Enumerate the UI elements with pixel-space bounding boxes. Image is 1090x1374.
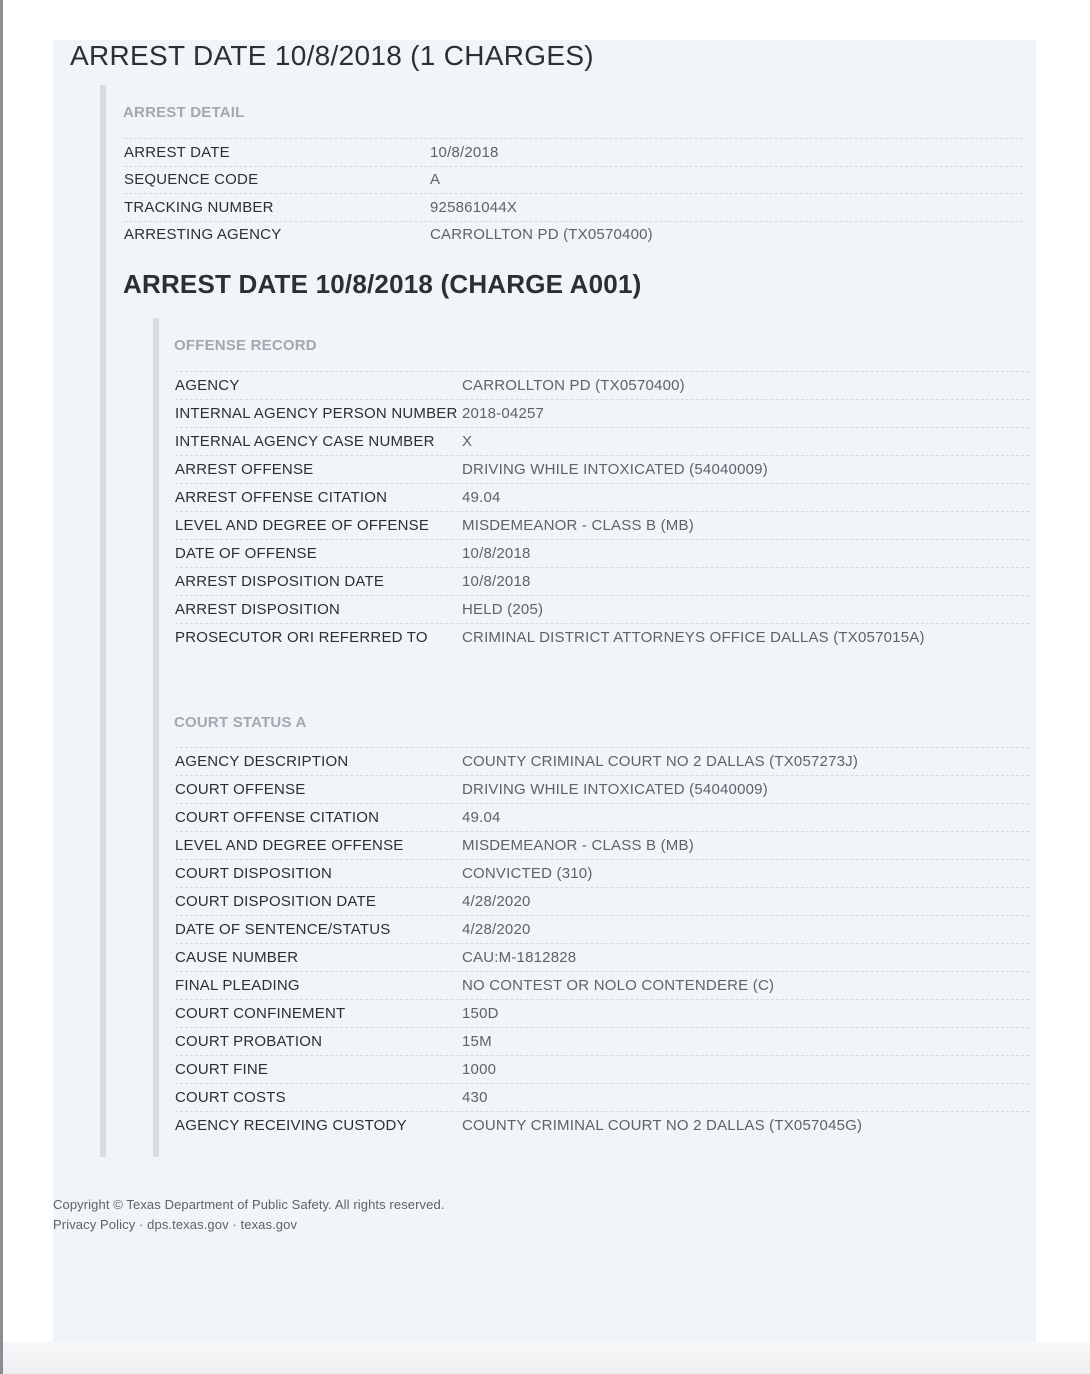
field-value: CARROLLTON PD (TX0570400) bbox=[430, 226, 653, 244]
table-row bbox=[175, 399, 1029, 427]
offense-record-table bbox=[175, 371, 1029, 651]
arrest-detail-label: ARREST DETAIL bbox=[123, 104, 245, 121]
field-label: CAUSE NUMBER bbox=[175, 949, 299, 966]
field-value: 150D bbox=[462, 1005, 499, 1022]
field-label: LEVEL AND DEGREE OF OFFENSE bbox=[175, 517, 430, 534]
field-value: HELD (205) bbox=[462, 601, 544, 618]
table-row bbox=[175, 595, 1029, 623]
field-label: COURT DISPOSITION DATE bbox=[175, 893, 377, 910]
field-label: AGENCY bbox=[175, 377, 240, 394]
field-label: ARREST OFFENSE bbox=[175, 461, 314, 478]
field-label: COURT OFFENSE bbox=[175, 781, 306, 798]
field-value: 49.04 bbox=[462, 809, 501, 826]
field-value: NO CONTEST OR NOLO CONTENDERE (C) bbox=[462, 977, 775, 994]
charge-block bbox=[153, 318, 1023, 1157]
footer bbox=[53, 1195, 445, 1235]
field-value: DRIVING WHILE INTOXICATED (54040009) bbox=[462, 781, 768, 798]
table-row bbox=[175, 971, 1029, 999]
field-value: CRIMINAL DISTRICT ATTORNEYS OFFICE DALLAS (TX057015A) bbox=[462, 629, 925, 646]
page-title: ARREST DATE 10/8/2018 (1 CHARGES) bbox=[70, 40, 594, 71]
arrest-detail-table bbox=[124, 138, 1023, 248]
table-row bbox=[175, 747, 1029, 775]
field-value: X bbox=[462, 433, 473, 450]
field-value: 10/8/2018 bbox=[462, 573, 531, 590]
table-row bbox=[175, 915, 1029, 943]
field-label: DATE OF SENTENCE/STATUS bbox=[175, 921, 391, 938]
field-label: INTERNAL AGENCY PERSON NUMBER bbox=[175, 405, 458, 422]
record-page bbox=[53, 40, 1036, 1342]
window-left-edge bbox=[0, 0, 3, 1374]
field-label: COURT DISPOSITION bbox=[175, 865, 333, 882]
field-value: DRIVING WHILE INTOXICATED (54040009) bbox=[462, 461, 768, 478]
field-label: AGENCY RECEIVING CUSTODY bbox=[175, 1117, 407, 1134]
table-row bbox=[175, 567, 1029, 595]
field-label: COURT PROBATION bbox=[175, 1033, 323, 1050]
field-label: SEQUENCE CODE bbox=[124, 171, 259, 189]
field-value: 49.04 bbox=[462, 489, 501, 506]
footer-links[interactable]: Privacy Policy · dps.texas.gov · texas.gov bbox=[53, 1217, 298, 1232]
window-bottom-band bbox=[3, 1342, 1090, 1374]
table-row bbox=[124, 193, 1023, 221]
table-row bbox=[124, 138, 1023, 166]
field-value: A bbox=[430, 171, 441, 189]
table-row bbox=[175, 1083, 1029, 1111]
table-row bbox=[175, 511, 1029, 539]
field-label: TRACKING NUMBER bbox=[124, 198, 274, 216]
table-row bbox=[175, 999, 1029, 1027]
field-label: AGENCY DESCRIPTION bbox=[175, 753, 349, 770]
table-row bbox=[175, 539, 1029, 567]
field-value: 4/28/2020 bbox=[462, 893, 531, 910]
field-value: COUNTY CRIMINAL COURT NO 2 DALLAS (TX057045G) bbox=[462, 1117, 863, 1134]
field-label: LEVEL AND DEGREE OFFENSE bbox=[175, 837, 404, 854]
field-label: ARRESTING AGENCY bbox=[124, 226, 282, 244]
field-value: MISDEMEANOR - CLASS B (MB) bbox=[462, 837, 694, 854]
field-value: CAU:M-1812828 bbox=[462, 949, 577, 966]
field-label: ARREST DATE bbox=[124, 143, 230, 161]
field-value: CARROLLTON PD (TX0570400) bbox=[462, 377, 685, 394]
field-label: COURT FINE bbox=[175, 1061, 269, 1078]
field-value: COUNTY CRIMINAL COURT NO 2 DALLAS (TX057273J) bbox=[462, 753, 859, 770]
field-label: DATE OF OFFENSE bbox=[175, 545, 317, 562]
table-row bbox=[175, 371, 1029, 399]
table-row bbox=[175, 831, 1029, 859]
field-value: 430 bbox=[462, 1089, 488, 1106]
charge-title: ARREST DATE 10/8/2018 (CHARGE A001) bbox=[123, 269, 642, 299]
field-value: 1000 bbox=[462, 1061, 497, 1078]
field-value: CONVICTED (310) bbox=[462, 865, 593, 882]
field-label: ARREST DISPOSITION bbox=[175, 601, 341, 618]
table-row bbox=[175, 1027, 1029, 1055]
table-row bbox=[175, 1111, 1029, 1139]
table-row bbox=[175, 887, 1029, 915]
arrest-block bbox=[100, 85, 1023, 1157]
table-row bbox=[175, 483, 1029, 511]
table-row bbox=[175, 1055, 1029, 1083]
field-label: INTERNAL AGENCY CASE NUMBER bbox=[175, 433, 435, 450]
field-label: ARREST OFFENSE CITATION bbox=[175, 489, 388, 506]
table-row bbox=[175, 943, 1029, 971]
table-row bbox=[175, 803, 1029, 831]
table-row bbox=[175, 427, 1029, 455]
court-status-label: COURT STATUS A bbox=[174, 714, 307, 731]
field-value: 925861044X bbox=[430, 198, 518, 216]
field-value: MISDEMEANOR - CLASS B (MB) bbox=[462, 517, 694, 534]
field-value: 2018-04257 bbox=[462, 405, 545, 422]
table-row bbox=[124, 221, 1023, 249]
table-row bbox=[175, 859, 1029, 887]
field-label: COURT COSTS bbox=[175, 1089, 286, 1106]
court-status-table bbox=[175, 747, 1029, 1139]
table-row bbox=[175, 775, 1029, 803]
table-row bbox=[175, 455, 1029, 483]
field-label: COURT OFFENSE CITATION bbox=[175, 809, 380, 826]
field-label: PROSECUTOR ORI REFERRED TO bbox=[175, 629, 428, 646]
field-label: FINAL PLEADING bbox=[175, 977, 300, 994]
offense-record-label: OFFENSE RECORD bbox=[174, 337, 317, 354]
table-row bbox=[124, 166, 1023, 194]
field-label: ARREST DISPOSITION DATE bbox=[175, 573, 385, 590]
footer-copyright: Copyright © Texas Department of Public Safety. All rights reserved. bbox=[53, 1197, 445, 1212]
field-value: 10/8/2018 bbox=[430, 143, 499, 161]
field-value: 15M bbox=[462, 1033, 492, 1050]
field-label: COURT CONFINEMENT bbox=[175, 1005, 346, 1022]
field-value: 4/28/2020 bbox=[462, 921, 531, 938]
table-row bbox=[175, 623, 1029, 651]
field-value: 10/8/2018 bbox=[462, 545, 531, 562]
